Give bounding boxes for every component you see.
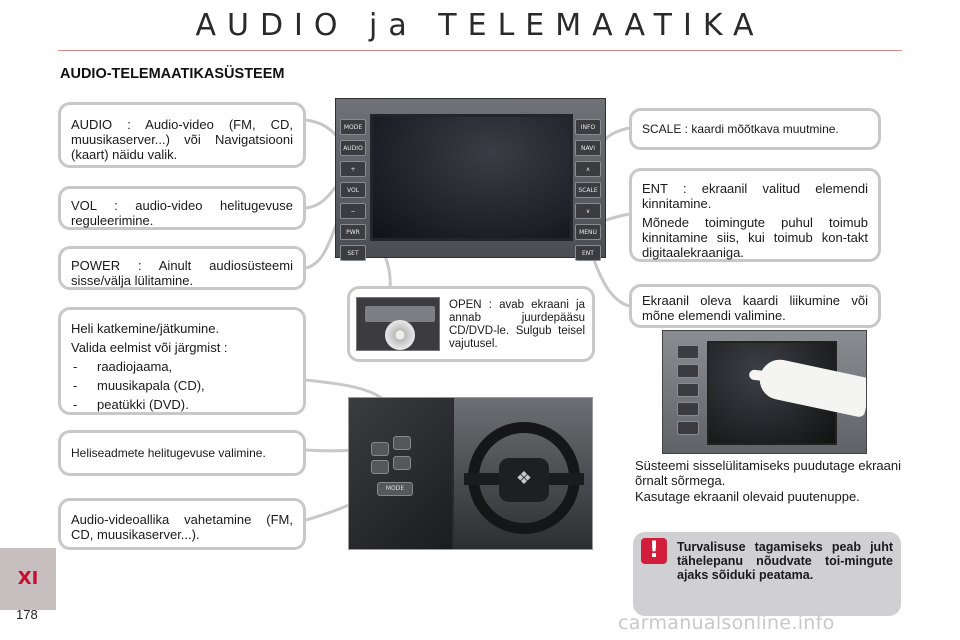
vol-down-button[interactable]: − [340,203,366,219]
sw-button [371,442,389,456]
navi-button[interactable]: NAVI [575,140,601,156]
brand-logo-icon: ❖ [515,468,533,488]
photo-button [677,421,699,435]
callout-ent-text-2: Mõnede toimingute puhul toimub kinnitamine siis, kui toimub kon-takt digitaalekraaniga. [642,215,868,260]
page-title: AUDIO ja TELEMAATIKA [195,8,765,43]
ent-button[interactable]: ENT [575,245,601,261]
sw-button [371,460,389,474]
head-unit-display [370,114,573,241]
callout-volume-wheel-text: Heliseadmete helitugevuse valimine. [71,445,266,460]
callout-track-intro: Heli katkemine/jätkumine. [71,321,220,336]
watermark: carmanualsonline.info [618,612,835,634]
page-number: 178 [16,607,38,622]
list-item: - peatükki (DVD). [71,397,293,412]
touchscreen-photo [662,330,867,454]
scale-up-button[interactable]: ∧ [575,161,601,177]
head-unit-right-buttons [575,119,601,266]
list-item: - muusikapala (CD), [71,378,293,393]
chapter-tab [0,548,56,610]
sw-button [393,456,411,470]
mode-button[interactable]: MODE [340,119,366,135]
scale-label: SCALE [575,182,601,198]
steering-controls-closeup [349,398,452,550]
safety-warning [633,532,901,616]
touch-photo-buttons [677,345,699,440]
photo-button [677,402,699,416]
callout-power-text: POWER : Ainult audiosüsteemi sisse/välja lülitamine. [71,258,293,288]
callout-track-list [71,359,293,412]
callout-joystick [629,284,881,328]
chapter-number: XI [17,568,39,589]
disc-icon [385,320,415,350]
callout-ent-button [629,168,881,262]
sw-button [393,436,411,450]
note-touch-buttons: Kasutage ekraanil olevaid puutenuppe. [635,489,860,504]
head-unit-left-buttons [340,119,366,266]
callout-scale-text: SCALE : kaardi mõõtkava muutmine. [642,121,839,136]
head-unit-photo [335,98,606,258]
photo-button [677,345,699,359]
callout-ent-text-1: ENT : ekraanil valitud elemendi kinnitamine. [642,181,868,211]
callout-scale-button [629,108,881,150]
callout-track-choose: Valida eelmist või järgmist : [71,340,228,355]
info-button[interactable]: INFO [575,119,601,135]
set-button[interactable]: SET [340,245,366,261]
callout-open-text: OPEN : avab ekraani ja annab juurdepääsu CD/DVD-le. Sulgub teisel vajutusel. [449,299,585,350]
callout-source-button [58,498,306,550]
steering-wheel-photo [348,397,593,550]
photo-button [677,383,699,397]
section-heading: AUDIO-TELEMAATIKASÜSTEEM [60,66,285,82]
callout-power-button [58,246,306,290]
disc-slot-photo [356,297,440,351]
scale-down-button[interactable]: ∨ [575,203,601,219]
sw-mode-button: MODE [377,482,413,496]
callout-audio-button [58,102,306,168]
callout-track-controls [58,307,306,415]
warning-icon: ! [641,538,667,564]
list-item: - raadiojaama, [71,359,293,374]
title-divider [58,50,902,51]
callout-volume-wheel [58,430,306,476]
callout-vol-text: VOL : audio-video helitugevuse reguleerimine. [71,198,293,228]
photo-button [677,364,699,378]
vol-up-button[interactable]: + [340,161,366,177]
callout-open-button [347,286,595,362]
pwr-button[interactable]: PWR [340,224,366,240]
note-switch-on: Süsteemi sisselülitamiseks puudutage ekraani õrnalt sõrmega. [635,458,901,488]
vol-label: VOL [340,182,366,198]
callout-audio-text: AUDIO : Audio-video (FM, CD, muusikaserver...) või Navigatsiooni (kaart) näidu valik. [71,117,293,162]
callout-move-text: Ekraanil oleva kaardi liikumine või mõne elemendi valimine. [642,293,868,323]
warning-text: Turvalisuse tagamiseks peab juht tähelepanu nõudvate toi-mingute ajaks sõiduki peatama. [677,540,893,582]
steering-wheel-overview [454,398,593,550]
audio-button[interactable]: AUDIO [340,140,366,156]
callout-vol-button [58,186,306,230]
menu-button[interactable]: MENU [575,224,601,240]
callout-source-text: Audio-videoallika vahetamine (FM, CD, muusikaserver...). [71,512,293,542]
